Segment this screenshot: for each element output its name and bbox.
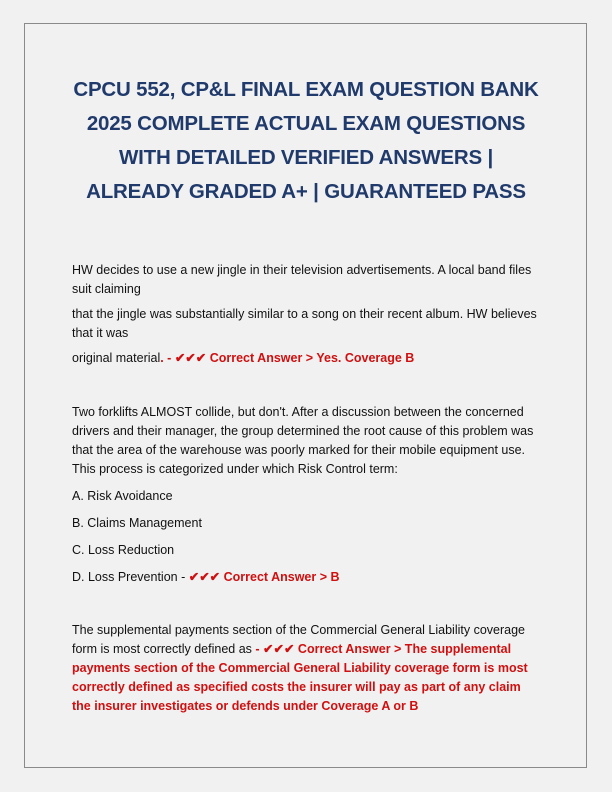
option-a: A. Risk Avoidance xyxy=(72,489,173,503)
question-1-line-2: that the jingle was substantially similar to a song on their recent album. HW believes that it was xyxy=(72,307,537,340)
document-title xyxy=(40,73,572,209)
question-2 xyxy=(72,403,542,587)
title-line-2: 2025 COMPLETE ACTUAL EXAM QUESTIONS xyxy=(86,112,526,135)
option-d-text: D. Loss Prevention - xyxy=(72,570,189,584)
title-line-4: ALREADY GRADED A+ | GUARANTEED PASS xyxy=(86,180,526,203)
question-3 xyxy=(72,621,542,716)
question-2-answer: ✔✔✔ Correct Answer > B xyxy=(188,570,340,584)
question-3-body xyxy=(72,621,542,716)
question-3-answer: - ✔✔✔ Correct Answer > The supplemental payments section of the Commercial General Liability coverage form is most correctly defined as specified costs the insurer will pay as part of any claim the insurer investigates or defends under Coverage A or B xyxy=(72,642,528,713)
question-1-answer: . - ✔✔✔ Correct Answer > Yes. Coverage B xyxy=(160,351,415,365)
option-b: B. Claims Management xyxy=(72,516,202,530)
question-3-text: The supplemental payments section of the Commercial General Liability coverage form is most correctly defined as xyxy=(72,623,526,656)
option-d xyxy=(72,568,542,587)
question-1 xyxy=(72,261,542,368)
option-c: C. Loss Reduction xyxy=(72,543,175,557)
question-2-text: Two forklifts ALMOST collide, but don't. After a discussion between the concerned drivers and their manager, the group determined the root cause of this problem was that the area of the warehouse was poorly marked for their mobile equipment use. This process is categorized under which Risk Control term: xyxy=(72,405,534,476)
question-1-line-3-text: original material xyxy=(72,351,161,365)
title-line-3: WITH DETAILED VERIFIED ANSWERS | xyxy=(118,146,494,169)
title-line-1: CPCU 552, CP&L FINAL EXAM QUESTION BANK xyxy=(73,78,539,101)
question-1-line-1: HW decides to use a new jingle in their television advertisements. A local band files suit claiming xyxy=(72,263,532,296)
question-1-line-3 xyxy=(72,349,542,368)
